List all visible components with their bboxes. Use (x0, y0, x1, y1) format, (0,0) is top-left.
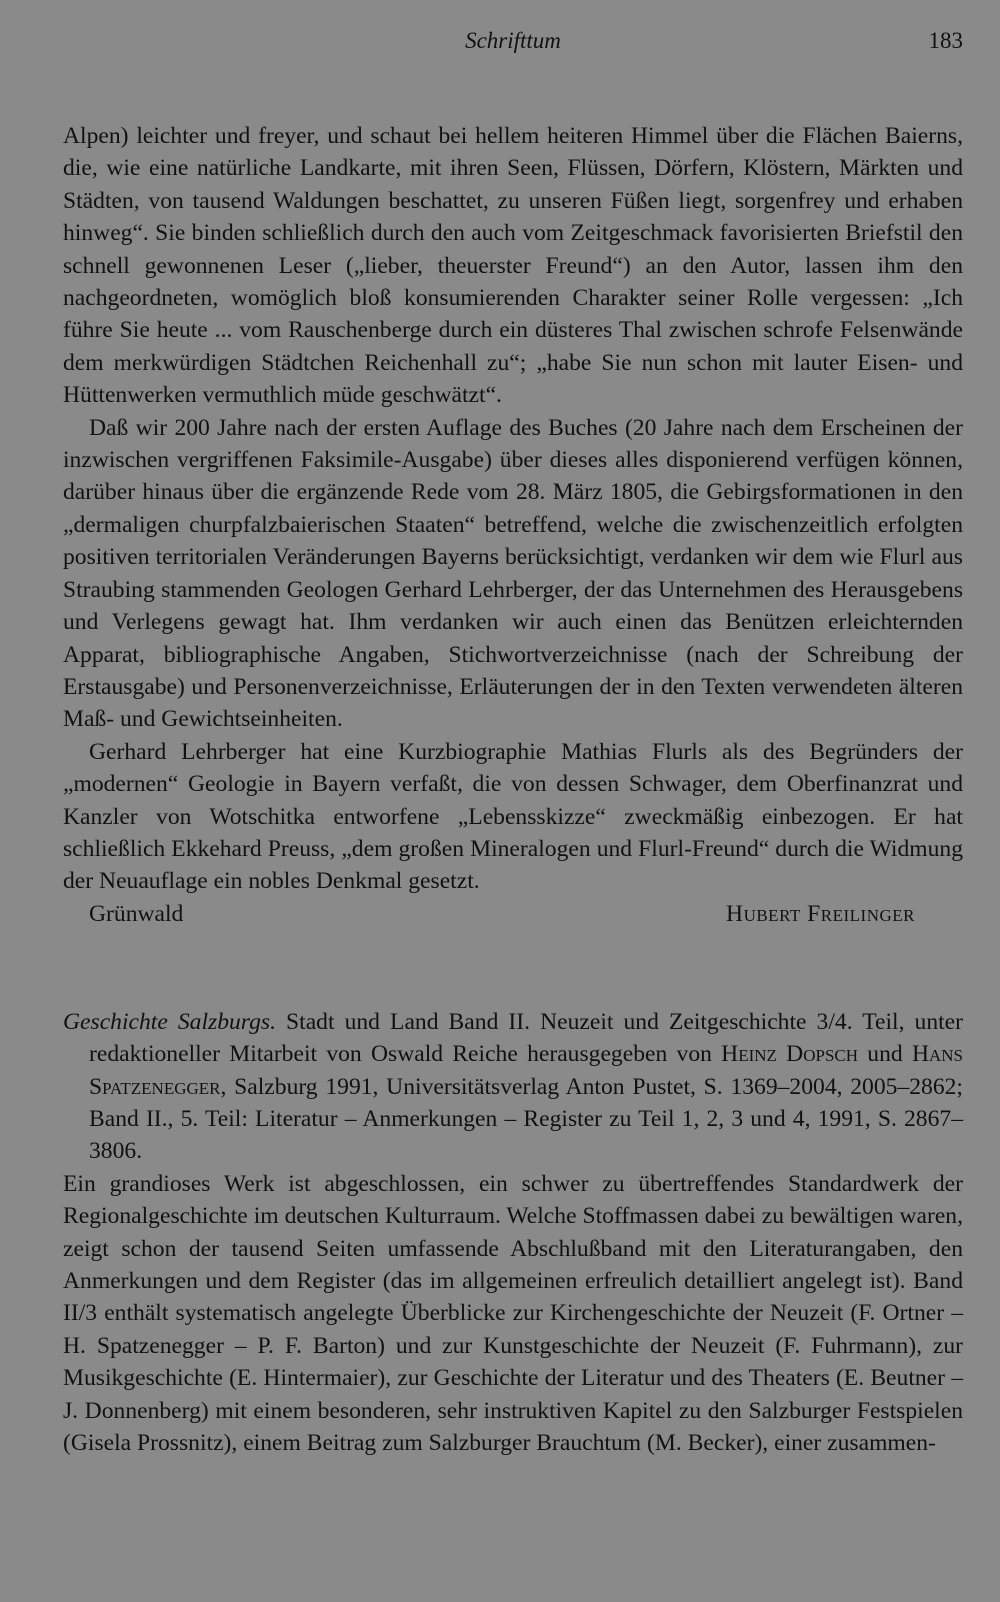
paragraph: Alpen) leichter und freyer, und schaut bei hellem heiteren Himmel über die Flächen Baierns, die, wie eine natürliche Landkarte, mit ihren Seen, Flüssen, Dörfern, Klöstern, Märkten und Städten, von tausend Waldungen beschattet, zu unseren Füßen liegt, sorgenfrey und erhaben hinweg“. Sie binden schließlich durch den auch vom Zeitgeschmack favorisierten Briefstil den schnell gewonnenen Leser („lieber, theuerster Freund“) an den Autor, lassen ihm den nachgeordneten, womöglich bloß konsumierenden Charakter seiner Rolle vergessen: „Ich führe Sie heute ... vom Rauschenberge durch ein düsteres Thal zwischen schrofe Felsenwände dem merkwürdigen Städtchen Reichenhall zu“; „habe Sie nun schon mit lauter Eisen- und Hüttenwerken vermuthlich müde geschwätzt“. (63, 123, 963, 409)
citation-text: , Salzburg 1991, Universitätsverlag Anton Pustet, S. 1369–2004, 2005–2862; Band II., 5. Teil: Literatur – Anmerkungen – Register zu Teil 1, 2, 3 und 4, 1991, S. 2867–3806. (89, 1073, 963, 1165)
paragraph: Ein grandioses Werk ist abgeschlossen, ein schwer zu übertreffendes Standardwerk der Regionalgeschichte im deutschen Kulturraum. Welche Stoffmassen dabei zu bewältigen waren, zeigt schon der tausend Seiten umfassende Abschlußband mit den Literaturangaben, den Anmerkungen und dem Register (das im allgemeinen erfreulich detailliert angelegt ist). Band II/3 enthält systematisch angelegte Überblicke zur Kirchengeschichte der Neuzeit (F. Ortner – H. Spatzenegger – P. F. Barton) und zur Kunstgeschichte der Neuzeit (F. Fuhrmann), zur Musikgeschichte (E. Hintermaier), zur Geschichte der Literatur und des Theaters (E. Beutner – J. Donnenberg) mit einem besonderen, sehr instruktiven Kapitel zu den Salzburger Festspielen (Gisela Prossnitz), einem Beitrag zum Salzburger Brauchtum (M. Becker), einer zusammen- (63, 1170, 963, 1457)
review-signature (63, 898, 963, 932)
editor-name: Hans Spatzenegger (89, 1041, 964, 1100)
signature-place: Grünwald (89, 900, 184, 927)
review-freilinger (63, 120, 963, 932)
paragraph: Gerhard Lehrberger hat eine Kurzbiographie Mathias Flurls als des Begründers der „modernen“ Geologie in Bayern verfaßt, die von dessen Schwager, dem Oberfinanzrat und Kanzler von Wotschitka entworfene „Lebensskizze“ zweckmäßig einbezogen. Er hat schließlich Ekkehard Preuss, „dem großen Mineralogen und Flurl-Freund“ durch die Widmung der Neuauflage ein nobles Denkmal gesetzt. (63, 738, 963, 895)
citation-text: Stadt und Land Band II. Neuzeit und Zeitgeschichte 3/4. Teil, unter redaktioneller Mitarbeit von Oswald Reiche herausgegeben von (89, 1008, 964, 1068)
book-title: Geschichte Salzburgs. (63, 1008, 276, 1035)
paragraph: Daß wir 200 Jahre nach der ersten Auflage des Buches (20 Jahre nach dem Erscheinen der inzwischen vergriffenen Faksimile-Ausgabe) über dieses alles disponierend verfügen können, darüber hinaus über die ergänzende Rede vom 28. März 1805, die Gebirgsformationen in den „dermaligen churpfalzbaierischen Staaten“ betreffend, welche die zwischenzeitlich erfolgten positiven territorialen Veränderungen Bayerns berücksichtigt, verdanken wir dem wie Flurl aus Straubing stammenden Geologen Gerhard Lehrberger, der das Unternehmen des Herausgebens und Verlegens gewagt hat. Ihm verdanken wir auch einen das Benützen erleichternden Apparat, bibliographische Angaben, Stichwortverzeichnisse (nach der Schreibung der Erstausgabe) und Personenverzeichnisse, Erläuterungen der in den Texten verwendeten älteren Maß- und Gewichtseinheiten. (63, 414, 963, 733)
page-number: 183 (928, 28, 963, 53)
page-header (63, 28, 963, 62)
review-geschichte-salzburgs (63, 1006, 963, 1460)
citation-text: und (858, 1041, 912, 1068)
book-citation (63, 1006, 963, 1168)
section-gap (63, 932, 963, 1006)
book-page (63, 28, 963, 1459)
editor-name: Heinz Dopsch (721, 1041, 859, 1068)
signature-author: Hubert Freilinger (726, 900, 915, 927)
running-title: Schrifttum (465, 28, 561, 53)
